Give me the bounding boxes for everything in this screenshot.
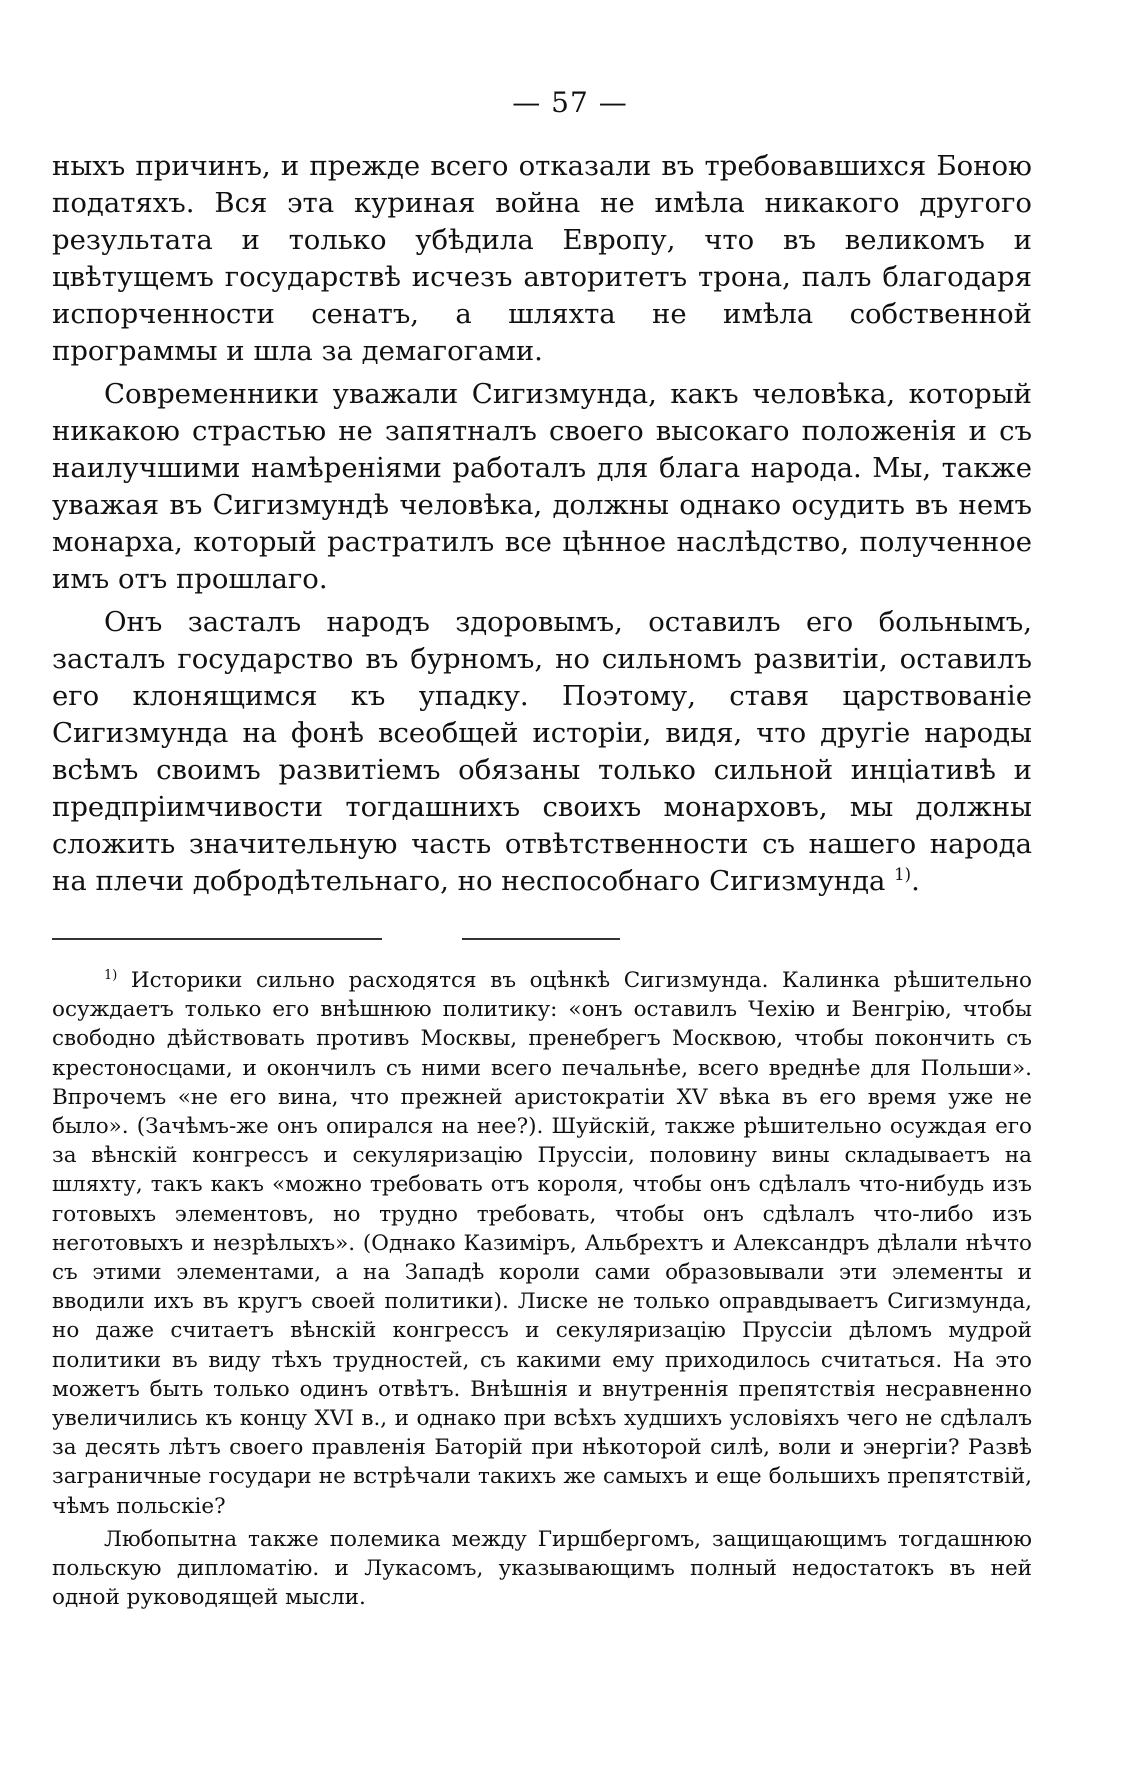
paragraph-3-end: . — [911, 865, 920, 897]
page-number: — 57 — — [512, 86, 628, 119]
footnotes — [52, 966, 1032, 1616]
footnote-1-text: Историки сильно расходятся въ оцѣнкѣ Сигизмунда. Калинка рѣшительно осуждаетъ только его внѣшнюю политику: «онъ оставилъ Чехію и Венгрію, чтобы свободно дѣйствовать противъ Москвы, пренебрегъ Москвою, чтобы покончить съ крестоносцами, и окончилъ съ ними всего печальнѣе, всего вреднѣе для Польши». Впрочемъ «не его вина, что прежней аристократіи XV вѣка въ его время уже не было». (Зачѣмъ-же онъ опирался на нее?). Шуйскій, также рѣшительно осуждая его за вѣнскій конгрессъ и секуляризацію Пруссіи, половину вины складываетъ на шляхту, такъ какъ «можно требовать отъ короля, чтобы онъ сдѣлалъ что-нибудь изъ готовыхъ элементовъ, но трудно требовать, чтобы онъ сдѣлалъ что-либо изъ неготовыхъ и незрѣлыхъ». (Однако Казиміръ, Альбрехтъ и Александръ дѣлали нѣчто съ этими элементами, а на Западѣ короли сами образовывали эти элементы и вводили ихъ въ кругъ своей политики). Лиске не только оправдываетъ Сигизмунда, но даже считаетъ вѣнскій конгрессъ и секуляризацію Пруссіи дѣломъ мудрой политики въ виду тѣхъ трудностей, съ какими ему приходилось считаться. На это можетъ быть только одинъ отвѣтъ. Внѣшнія и внутреннія препятствія несравненно увеличились къ концу XVI в., и однако при всѣхъ худшихъ условіяхъ чего не сдѣлалъ за десять лѣтъ своего правленія Баторій при нѣкоторой силѣ, воли и энергіи? Развѣ заграничные государи не встрѣчали такихъ же самыхъ и еще большихъ препятствій, чѣмъ польскіе? — [52, 968, 1032, 1519]
paragraph-1: ныхъ причинъ, и прежде всего отказали въ требовавшихся Боною податяхъ. Вся эта куриная война не имѣла никакого другого результата и только убѣдила Европу, что въ великомъ и цвѣтущемъ государствѣ исчезъ авторитетъ трона, палъ благодаря испорченности сенатъ, а шляхта не имѣла собственной программы и шла за демагогами. — [52, 150, 1032, 367]
footnote-divider-right — [462, 938, 620, 940]
paragraph-3-text: Онъ засталъ народъ здоровымъ, оставилъ его больнымъ, засталъ государство въ бурномъ, но сильномъ развитіи, оставилъ его клонящимся къ упадку. Поэтому, ставя царствованіе Сигизмунда на фонѣ всеобщей исторіи, видя, что другіе народы всѣмъ своимъ развитіемъ обязаны только сильной инціативѣ и предпріимчивости тогдашнихъ своихъ монарховъ, мы должны сложить значительную часть отвѣтственности съ нашего народа на плечи добродѣтельнаго, но неспособнаго Сигизмунда — [52, 606, 1032, 897]
paragraph-2: Современники уважали Сигизмунда, какъ человѣка, который никакою страстью не запятналъ своего высокаго положенія и съ наилучшими намѣреніями работалъ для блага народа. Мы, также уважая въ Сигизмундѣ человѣка, должны однако осудить въ немъ монарха, который растратилъ все цѣнное наслѣдство, полученное имъ отъ прошлаго. — [52, 378, 1032, 595]
footnote-reference: 1) — [894, 864, 912, 884]
footnote-1 — [52, 966, 1032, 1521]
main-text — [52, 148, 1032, 906]
footnote-divider-left — [52, 938, 382, 940]
footnote-2: Любопытна также полемика между Гиршбергомъ, защищающимъ тогдашнюю польскую дипломатію. и Лукасомъ, указывающимъ полный недостатокъ въ ней одной руководящей мысли. — [52, 1526, 1032, 1611]
paragraph-3 — [52, 604, 1032, 900]
footnote-marker: 1) — [104, 967, 118, 983]
